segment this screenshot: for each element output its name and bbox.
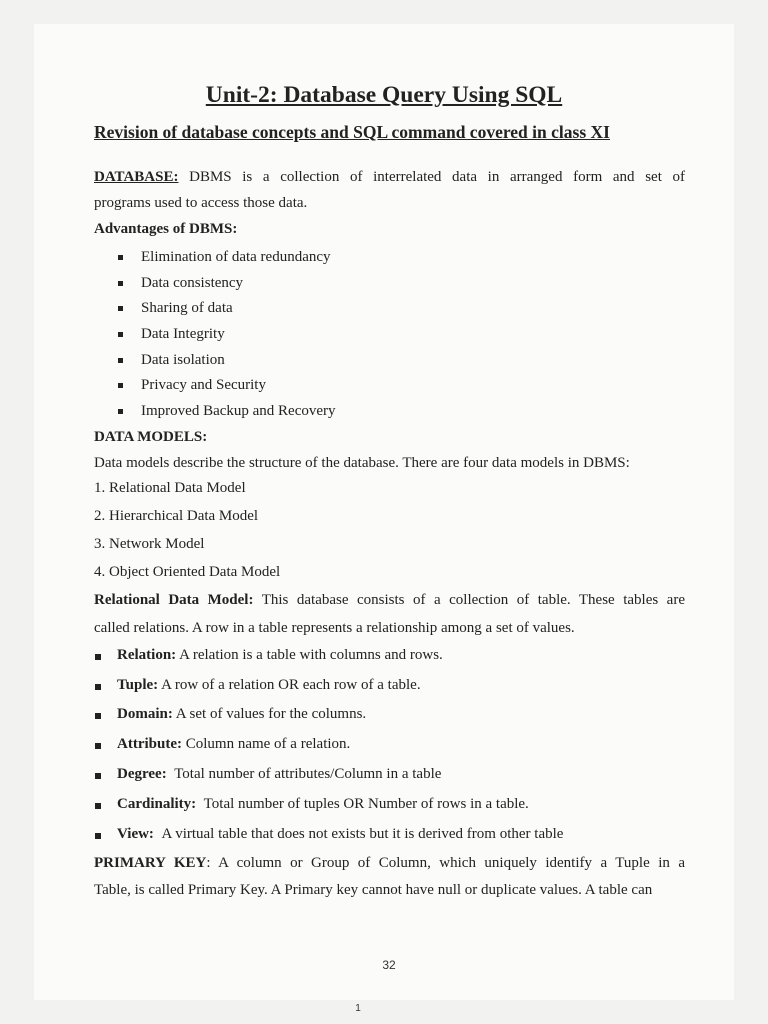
bullet-icon xyxy=(95,654,101,660)
primary-key-text-line1: : A column or Group of Column, which uniquely identify a Tuple in a xyxy=(206,855,685,871)
bullet-icon xyxy=(118,306,123,311)
bullet-icon xyxy=(95,713,101,719)
bullet-icon xyxy=(95,684,101,690)
bullet-icon xyxy=(95,773,101,779)
definition-text: Column name of a relation. xyxy=(185,736,351,752)
bullet-icon xyxy=(95,803,101,809)
definition-term: Domain: xyxy=(117,706,173,722)
advantage-item: Data Integrity xyxy=(141,326,225,342)
definition-term: Relation: xyxy=(117,647,177,663)
definition-item xyxy=(117,647,443,664)
definition-text: A relation is a table with columns and rows. xyxy=(179,647,443,663)
definition-item xyxy=(117,736,350,753)
primary-key-paragraph-line1 xyxy=(94,855,685,872)
advantage-item: Data consistency xyxy=(141,275,244,291)
definition-item xyxy=(117,766,441,783)
footer-mark: 1 xyxy=(355,1003,361,1014)
advantage-item: Sharing of data xyxy=(141,300,233,316)
definition-text: Total number of tuples OR Number of rows in a table. xyxy=(203,796,529,812)
definition-term: View: xyxy=(117,826,154,842)
relational-text-line2: called relations. A row in a table represents a relationship among a set of values. xyxy=(94,620,575,636)
bullet-icon xyxy=(118,409,123,414)
bullet-icon xyxy=(95,833,101,839)
definition-text: A row of a relation OR each row of a table. xyxy=(161,677,421,693)
page-number: 32 xyxy=(382,958,396,972)
bullet-icon xyxy=(118,383,123,388)
bullet-icon xyxy=(118,255,123,260)
primary-key-term: PRIMARY KEY xyxy=(94,855,207,871)
definition-text: A set of values for the columns. xyxy=(175,706,367,722)
data-model-item: 1. Relational Data Model xyxy=(94,480,246,496)
page-title: Unit-2: Database Query Using SQL xyxy=(205,82,563,108)
advantage-item: Data isolation xyxy=(141,352,225,368)
data-model-item: 4. Object Oriented Data Model xyxy=(94,564,281,580)
data-model-item: 2. Hierarchical Data Model xyxy=(94,508,259,524)
definition-item xyxy=(117,796,529,813)
data-models-intro: Data models describe the structure of the database. There are four data models in DBMS: xyxy=(94,455,630,471)
relational-paragraph-line1 xyxy=(94,592,685,609)
definition-term: Tuple: xyxy=(117,677,159,693)
definition-item xyxy=(117,826,563,843)
advantage-item: Privacy and Security xyxy=(141,377,266,393)
database-paragraph-line1 xyxy=(94,169,685,186)
bullet-icon xyxy=(118,281,123,286)
definition-term: Cardinality: xyxy=(117,796,197,812)
definition-item xyxy=(117,706,366,723)
primary-key-text-line2: Table, is called Primary Key. A Primary key cannot have null or duplicate values. A table can xyxy=(94,882,653,898)
definition-term: Attribute: xyxy=(117,736,182,752)
definition-item xyxy=(117,677,421,694)
definition-text: Total number of attributes/Column in a table xyxy=(174,766,442,782)
bullet-icon xyxy=(118,358,123,363)
data-model-item: 3. Network Model xyxy=(94,536,205,552)
relational-text-line1: This database consists of a collection of table. These tables are xyxy=(261,592,685,608)
relational-term: Relational Data Model: xyxy=(94,592,254,608)
data-models-heading: DATA MODELS: xyxy=(94,429,208,445)
advantages-heading: Advantages of DBMS: xyxy=(94,221,238,237)
definition-text: A virtual table that does not exists but it is derived from other table xyxy=(161,826,564,842)
page-subtitle: Revision of database concepts and SQL command covered in class XI xyxy=(94,122,610,142)
database-text-line1: DBMS is a collection of interrelated data in arranged form and set of xyxy=(189,169,685,185)
bullet-icon xyxy=(95,743,101,749)
advantage-item: Elimination of data redundancy xyxy=(141,249,331,265)
definition-term: Degree: xyxy=(117,766,167,782)
advantage-item: Improved Backup and Recovery xyxy=(141,403,336,419)
database-text-line2: programs used to access those data. xyxy=(94,195,308,211)
bullet-icon xyxy=(118,332,123,337)
database-term: DATABASE: xyxy=(94,169,179,185)
